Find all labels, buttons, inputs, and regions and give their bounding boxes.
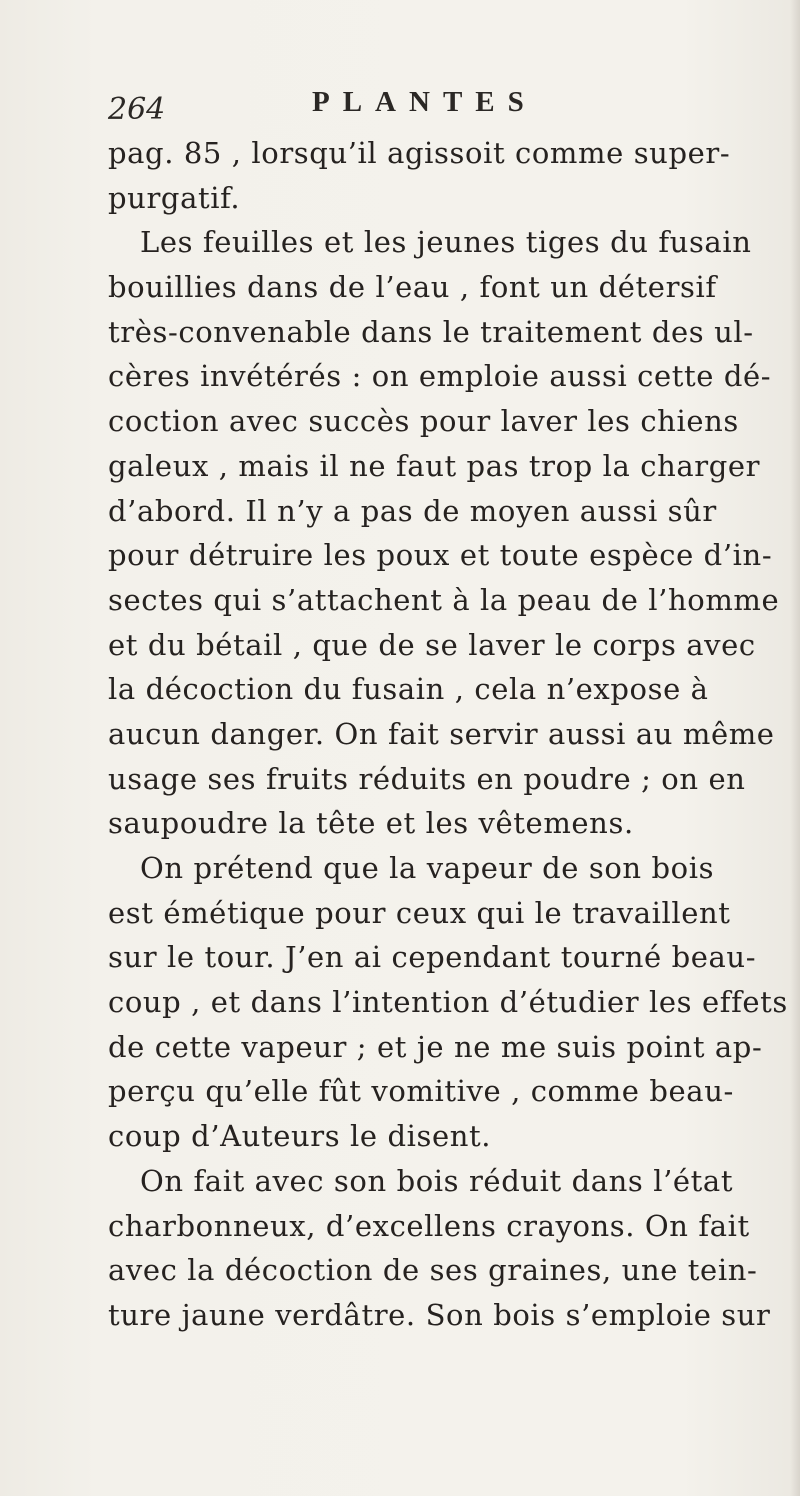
text-line: charbonneux, d’excellens crayons. On fait	[108, 1208, 750, 1243]
text-line: coup , et dans l’intention d’étudier les effets	[108, 985, 788, 1020]
text-line: ture jaune verdâtre. Son bois s’emploie sur	[108, 1297, 771, 1332]
page-header	[108, 86, 768, 130]
text-line: purgatif.	[108, 180, 241, 215]
text-line: perçu qu’elle fût vomitive , comme beau-	[108, 1074, 734, 1109]
page-number: 264	[108, 92, 166, 127]
text-line: pag. 85 , lorsqu’il agissoit comme super-	[108, 136, 731, 170]
text-line: la décoction du fusain , cela n’expose à	[108, 672, 709, 707]
text-line: d’abord. Il n’y a pas de moyen aussi sûr	[108, 493, 717, 528]
text-line: pour détruire les poux et toute espèce d’in-	[108, 538, 773, 573]
body-text	[108, 131, 788, 1338]
paragraph-start-line: Les feuilles et les jeunes tiges du fusain	[140, 225, 752, 260]
page-edge-shadow	[790, 0, 800, 1496]
text-line: galeux , mais il ne faut pas trop la charger	[108, 448, 761, 483]
text-line: de cette vapeur ; et je ne me suis point ap-	[108, 1029, 763, 1064]
text-line: avec la décoction de ses graines, une tein-	[108, 1253, 758, 1288]
running-head: PLANTES	[312, 86, 537, 118]
text-line: aucun danger. On fait servir aussi au même	[108, 716, 775, 751]
text-line: coup d’Auteurs le disent.	[108, 1119, 492, 1154]
paragraph-start-line: On fait avec son bois réduit dans l’état	[140, 1163, 734, 1198]
text-line: coction avec succès pour laver les chiens	[108, 404, 739, 439]
text-line: bouillies dans de l’eau , font un détersif	[108, 270, 717, 305]
text-line: sectes qui s’attachent à la peau de l’homme	[108, 582, 780, 617]
text-line: est émétique pour ceux qui le travaillent	[108, 895, 731, 930]
text-line: très-convenable dans le traitement des ul-	[108, 314, 754, 349]
text-line: saupoudre la tête et les vêtemens.	[108, 806, 634, 841]
text-line: cères invétérés : on emploie aussi cette dé-	[108, 359, 772, 394]
text-line: et du bétail , que de se laver le corps avec	[108, 627, 756, 662]
text-line: usage ses fruits réduits en poudre ; on en	[108, 761, 746, 796]
paragraph-start-line: On prétend que la vapeur de son bois	[140, 851, 715, 885]
text-line: sur le tour. J’en ai cependant tourné beau-	[108, 940, 757, 975]
